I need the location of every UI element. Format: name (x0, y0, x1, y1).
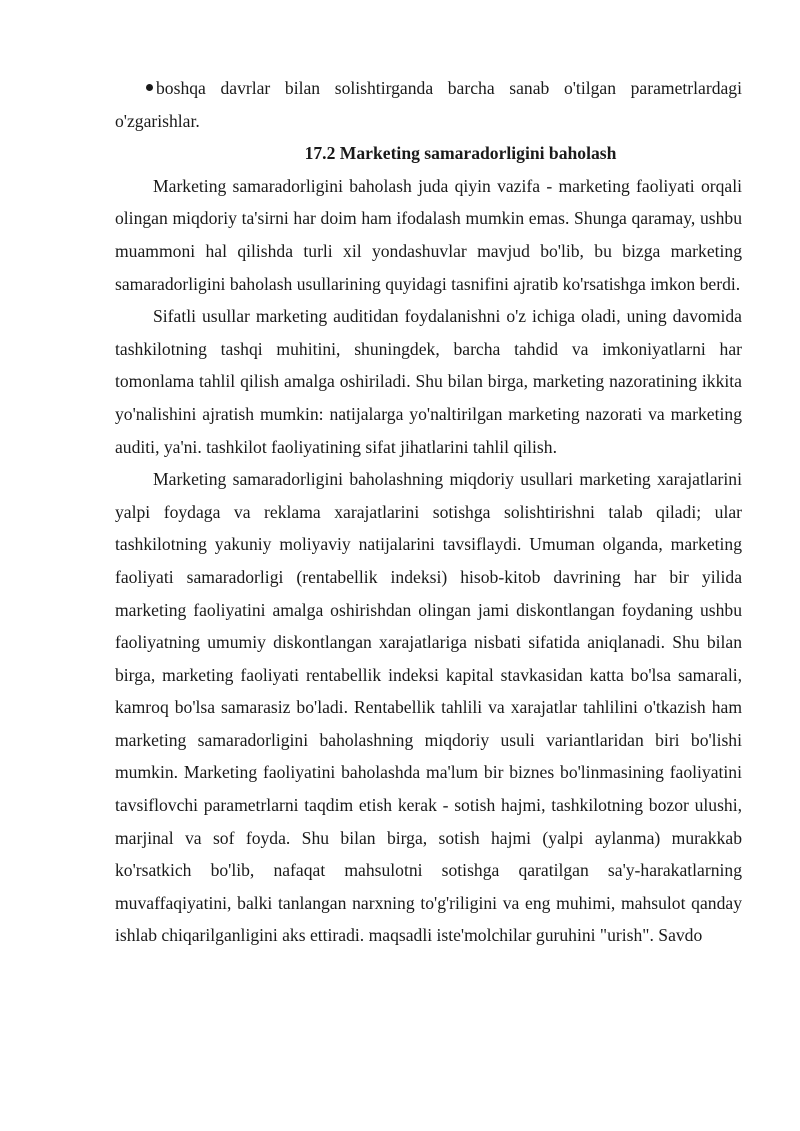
paragraph-qualitative-methods: Sifatli usullar marketing auditidan foydalanishni o'z ichiga oladi, uning davomida tashkilotning tashqi muhitini, shuningdek, barcha tahdid va imkoniyatlarni har tomonlama tahlil qilish amalga oshiriladi. Shu bilan birga, marketing nazoratining ikkita yo'nalishini ajratish mumkin: natijalarga yo'naltirilgan marketing nazorati va marketing auditi, ya'ni. tashkilot faoliyatining sifat jihatlarini tahlil qilish. (115, 306, 742, 457)
document-page (115, 72, 742, 952)
bullet-item-text: boshqa davrlar bilan solishtirganda barcha sanab o'tilgan parametrlardagi o'zgarishlar. (115, 78, 742, 131)
bullet-icon (146, 84, 153, 91)
paragraph-quantitative-methods: Marketing samaradorligini baholashning miqdoriy usullari marketing xarajatlarini yalpi foydaga va reklama xarajatlarini sotishga solishtirishni talab qiladi; ular tashkilotning yakuniy moliyaviy natijalarini tavsiflaydi. Umuman olganda, marketing faoliyati samaradorligi (rentabellik indeksi) hisob-kitob davrining har bir yilida marketing faoliyatini amalga oshirishdan olingan jami diskontlangan foydaning ushbu faoliyatning umumiy diskontlangan xarajatlariga nisbati sifatida aniqlanadi. Shu bilan birga, marketing faoliyati rentabellik indeksi kapital stavkasidan katta bo'lsa samarali, kamroq bo'lsa samarasiz bo'ladi. Rentabellik tahlili va xarajatlar tahlilini o'tkazish ham marketing samaradorligini baholashning miqdoriy usuli variantlaridan biri bo'lishi mumkin. Marketing faoliyatini baholashda ma'lum bir biznes bo'linmasining faoliyatini tavsiflovchi parametrlarni taqdim etish kerak - sotish hajmi, tashkilotning bozor ulushi, marjinal va sof foyda. Shu bilan birga, sotish hajmi (yalpi aylanma) murakkab ko'rsatkich bo'lib, nafaqat mahsulotni sotishga qaratilgan sa'y-harakatlarning muvaffaqiyatini, balki tanlangan narxning to'g'riligini va eng muhimi, mahsulot qanday ishlab chiqarilganligini aks ettiradi. maqsadli iste'molchilar guruhini "urish". Savdo (115, 469, 742, 946)
section-heading: 17.2 Marketing samaradorligini baholash (304, 143, 617, 164)
paragraph-marketing-evaluation-intro: Marketing samaradorligini baholash juda qiyin vazifa - marketing faoliyati orqali olingan miqdoriy ta'sirni har doim ham ifodalash mumkin emas. Shunga qaramay, ushbu muammoni hal qilishda turli xil yondashuvlar mavjud bo'lib, bu bizga marketing samaradorligini baholash usullarining quyidagi tasnifini ajratib ko'rsatishga imkon berdi. (115, 175, 742, 294)
bullet-list-item (115, 72, 742, 137)
